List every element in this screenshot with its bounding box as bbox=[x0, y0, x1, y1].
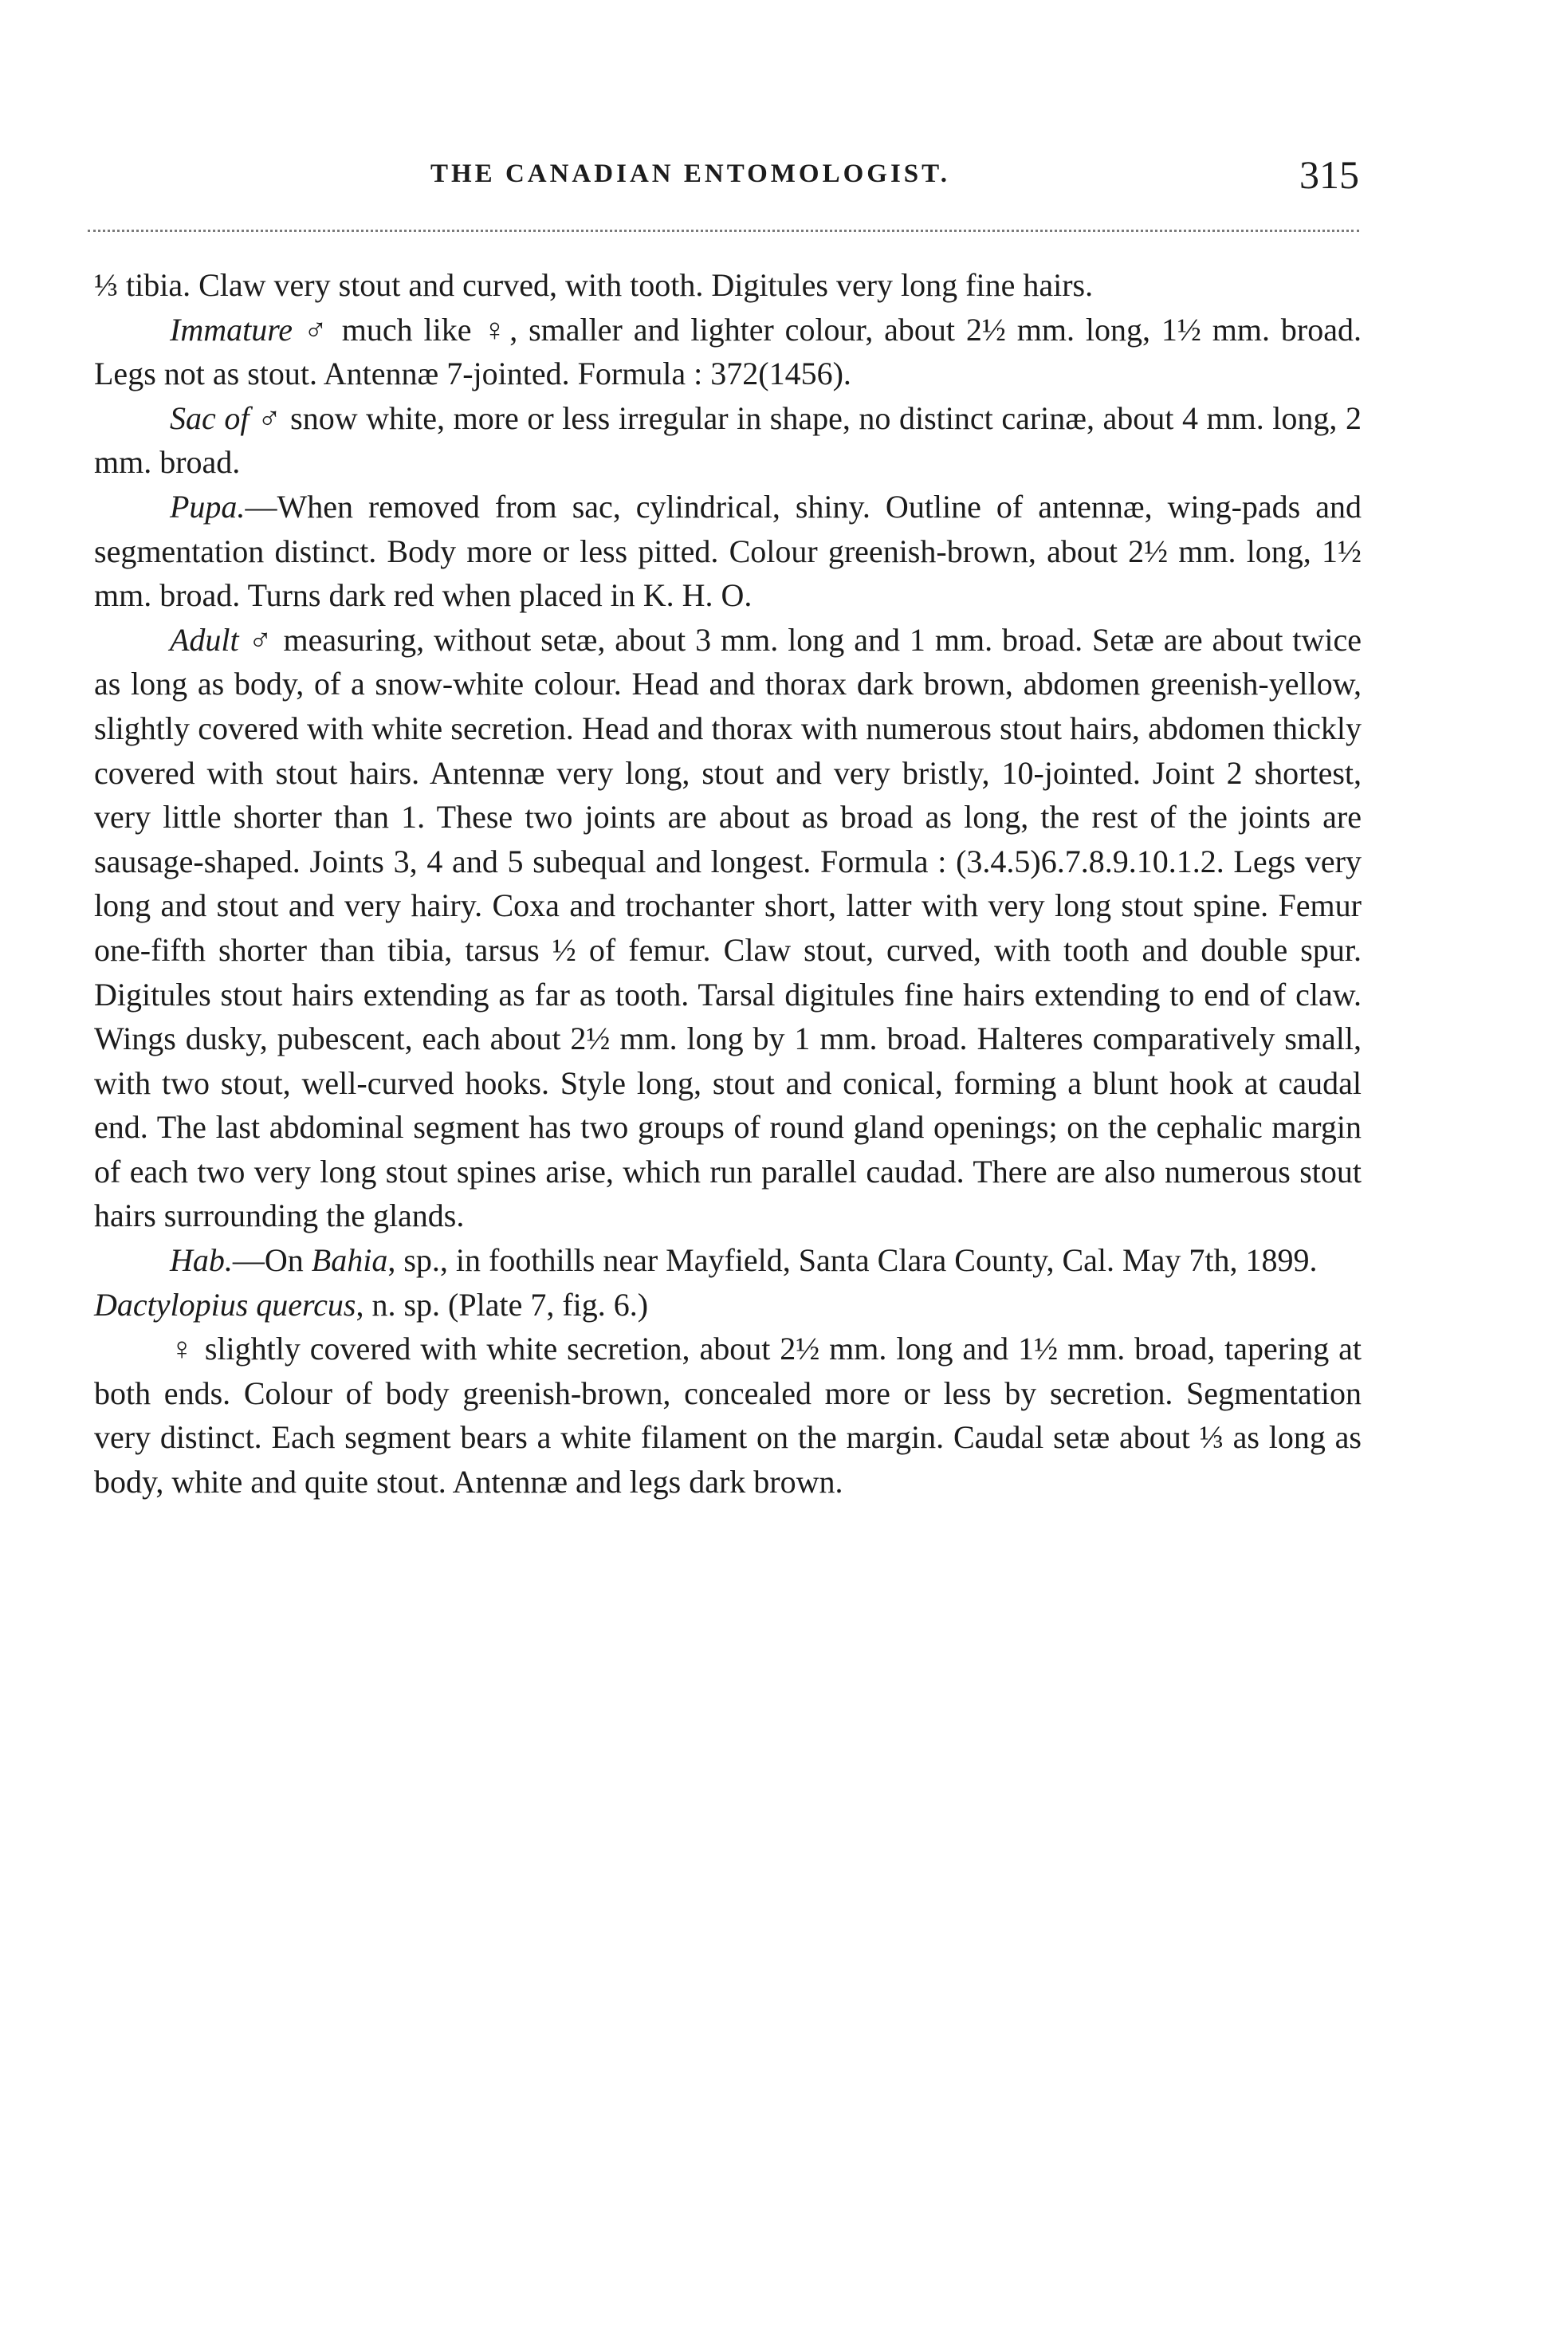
running-title: THE CANADIAN ENTOMOLOGIST. bbox=[430, 159, 950, 188]
paragraph-text: ♂ snow white, more or less irregular in shape, no distinct carinæ, about 4 mm. long, 2 mm. broad. bbox=[94, 399, 1362, 481]
paragraph-lead: Pupa. bbox=[170, 488, 246, 525]
species-name: Dactylopius quercus bbox=[94, 1286, 356, 1323]
habitat-lead: Hab. bbox=[170, 1242, 233, 1279]
habitat-host: Bahia bbox=[311, 1242, 388, 1279]
paragraph-pupa bbox=[94, 485, 1362, 618]
article-body bbox=[94, 263, 1362, 1504]
paragraph-lead: Adult bbox=[170, 621, 239, 658]
paragraph-text: ♂ much like ♀, smaller and lighter colour, about 2½ mm. long, 1½ mm. broad. Legs not as stout. Antennæ 7-jointed. Formula : 372(1456). bbox=[94, 311, 1362, 392]
habitat-text: , sp., in foothills near Mayfield, Santa Clara County, Cal. May 7th, 1899. bbox=[387, 1242, 1318, 1279]
header-rule bbox=[88, 230, 1359, 232]
paragraph-text: ♀ slightly covered with white secretion, about 2½ mm. long and 1½ mm. broad, tapering at both ends. Colour of body greenish-brown, concealed more or less by secretion. Segmentation very distinct. Each segment bears a white filament on the margin. Caudal setæ about ⅓ as long as body, white and quite stout. Antennæ and legs dark brown. bbox=[94, 1331, 1362, 1500]
paragraph-sac-of-male bbox=[94, 396, 1362, 485]
paragraph-text: ♂ measuring, without setæ, about 3 mm. long and 1 mm. broad. Setæ are about twice as long as body, of a snow-white colour. Head and thorax dark brown, abdomen greenish-yellow, slightly covered with white secretion. Head and thorax with numerous stout hairs, abdomen thickly covered with stout hairs. Antennæ very long, stout and very bristly, 10-jointed. Joint 2 shortest, very little shorter than 1. These two joints are about as broad as long, the rest of the joints are sausage-shaped. Joints 3, 4 and 5 subequal and longest. Formula : (3.4.5)6.7.8.9.10.1.2. Legs very long and stout and very hairy. Coxa and trochanter short, latter with very long stout spine. Femur one-fifth shorter than tibia, tarsus ½ of femur. Claw stout, curved, with tooth and double spur. Digitules stout hairs extending as far as tooth. Tarsal digitules fine hairs extending to end of claw. Wings dusky, pubescent, each about 2½ mm. long by 1 mm. broad. Halteres comparatively small, with two stout, well-curved hooks. Style long, stout and conical, forming a blunt hook at caudal end. The last abdominal segment has two groups of round gland openings; on the cephalic margin of each two very long stout spines arise, which run parallel caudad. There are also numerous stout hairs surrounding the glands. bbox=[94, 621, 1362, 1234]
paragraph-immature-male bbox=[94, 308, 1362, 396]
page-number: 315 bbox=[1299, 152, 1359, 197]
paragraph-lead: Immature bbox=[170, 311, 293, 348]
paragraph-tibia-continuation bbox=[94, 263, 1362, 308]
paragraph-text: —When removed from sac, cylindrical, shiny. Outline of antennæ, wing-pads and segmentation distinct. Body more or less pitted. Colour greenish-brown, about 2½ mm. long, 1½ mm. broad. Turns dark red when placed in K. H. O. bbox=[94, 488, 1362, 614]
paragraph-adult-male bbox=[94, 618, 1362, 1238]
paragraph-lead: Sac of bbox=[170, 399, 250, 436]
paragraph-text: ⅓ tibia. Claw very stout and curved, with tooth. Digitules very long fine hairs. bbox=[94, 267, 1094, 303]
paragraph-habitat bbox=[94, 1238, 1362, 1283]
habitat-text: —On bbox=[232, 1242, 312, 1279]
paragraph-female bbox=[94, 1327, 1362, 1504]
species-heading bbox=[94, 1283, 1362, 1327]
page-header bbox=[88, 151, 1359, 207]
species-note: , n. sp. (Plate 7, fig. 6.) bbox=[356, 1286, 649, 1323]
